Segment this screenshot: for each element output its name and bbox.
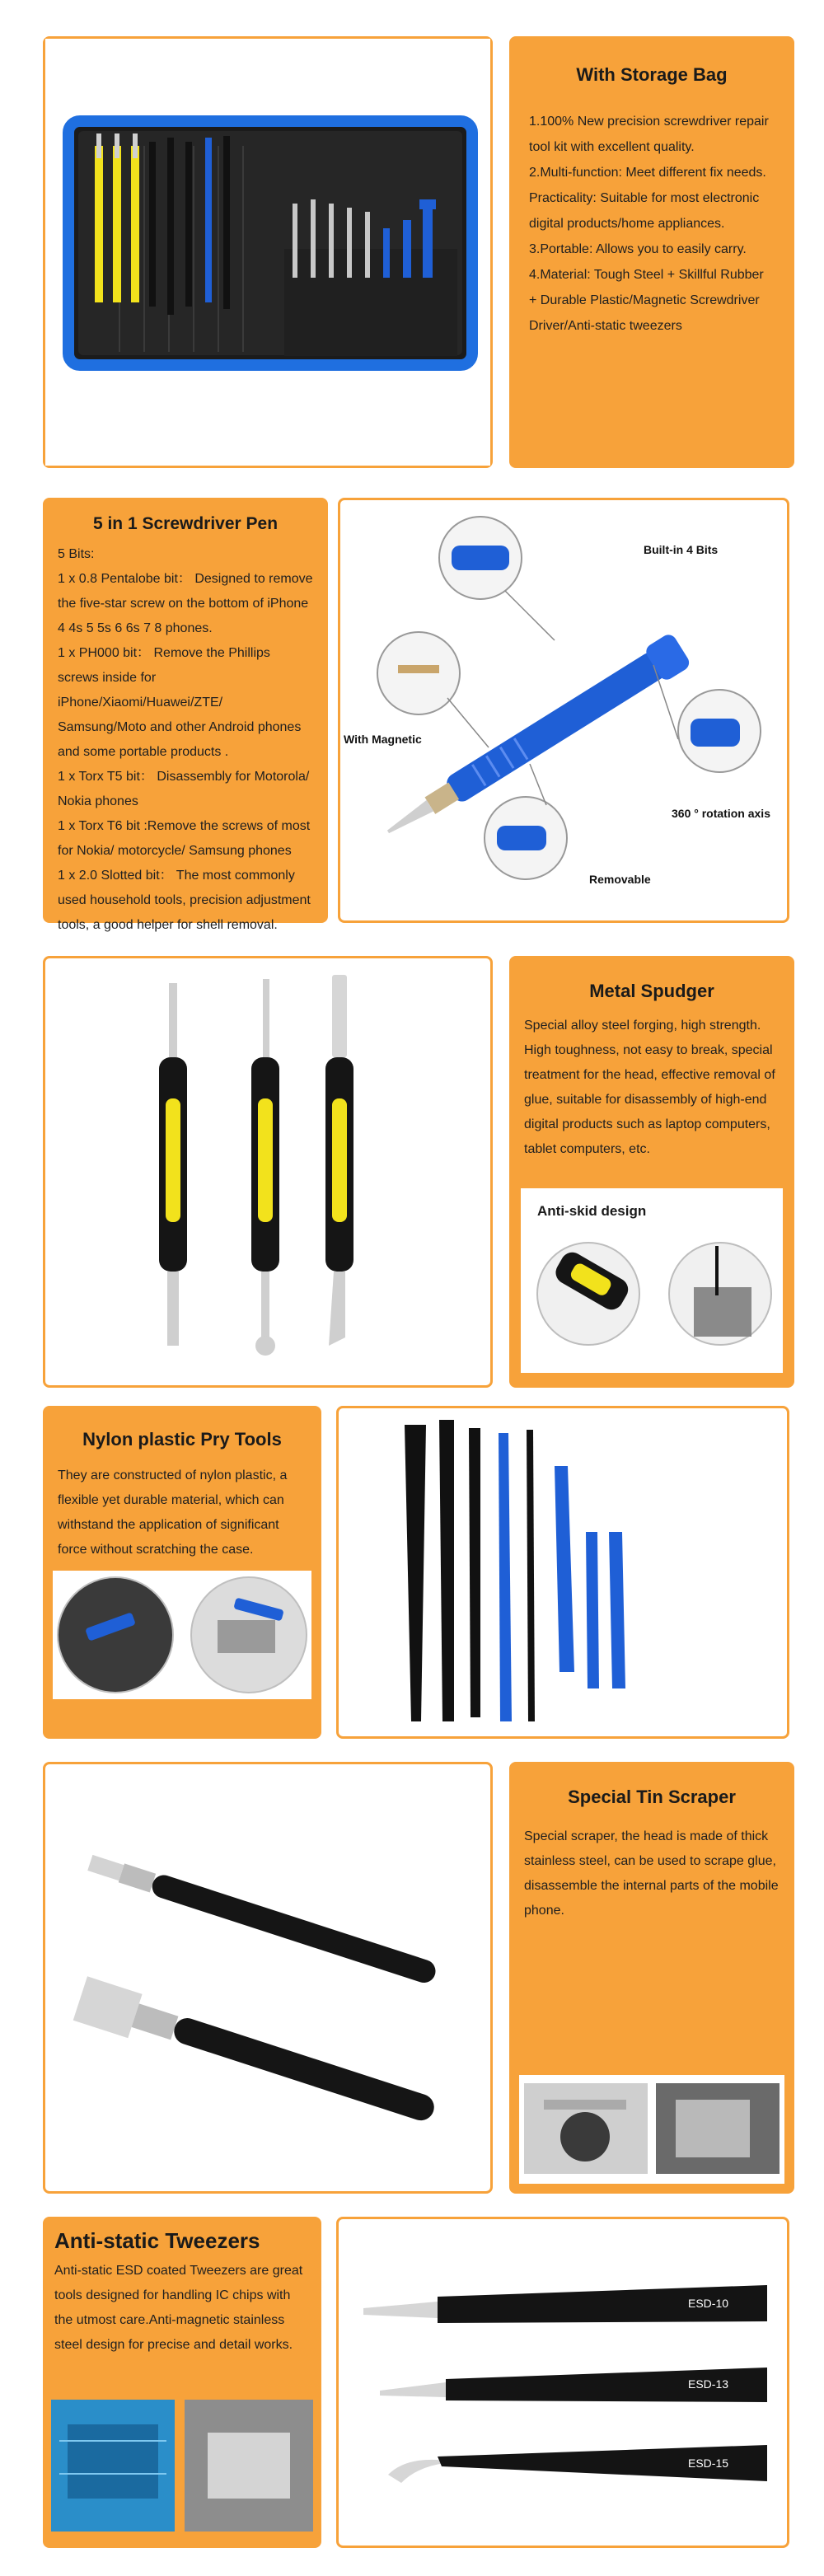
screwdriver-bit-list <box>58 542 313 938</box>
storage-bag-feature-list <box>529 109 775 339</box>
anti-skid-inset <box>521 1188 783 1373</box>
nylon-illustration <box>339 1408 787 1736</box>
tweezers-image-panel <box>336 2217 789 2548</box>
nylon-inset-illustration <box>53 1571 311 1699</box>
tweezers-inset <box>51 2400 313 2532</box>
nylon-image-panel <box>336 1406 789 1739</box>
bits-intro: 5 Bits: <box>58 547 95 561</box>
nylon-info-panel <box>43 1406 321 1739</box>
callout-rotation-label: 360 ° rotation axis <box>672 807 770 820</box>
tweezers-info-panel <box>43 2217 321 2548</box>
spudger-image-panel <box>43 956 493 1388</box>
storage-bag-illustration <box>45 39 490 466</box>
screwdriver-image-panel <box>338 498 789 923</box>
feature-item: 1.100% New precision screwdriver repair tool kit with excellent quality. <box>529 115 769 154</box>
feature-item: 4.Material: Tough Steel + Skillful Rubber + Durable Plastic/Magnetic Screwdriver Driver/Anti-static tweezers <box>529 268 764 333</box>
bit-item: 1 x 2.0 Slotted bit： The most commonly used household tools, precision adjustment tools, a good helper for shell removal. <box>58 869 311 932</box>
feature-item: 2.Multi-function: Meet different fix needs. Practicality: Suitable for most electronic digital products/home appliances. <box>529 166 766 231</box>
nylon-description: They are constructed of nylon plastic, a flexible yet durable material, which can withstand the application of significant force without scratching the case. <box>58 1468 288 1557</box>
scraper-illustration <box>45 1764 490 2191</box>
scraper-title: Special Tin Scraper <box>568 1787 736 1807</box>
tweezer-label: ESD-13 <box>688 2377 729 2391</box>
bit-item: 1 x 0.8 Pentalobe bit： Designed to remove the five-star screw on the bottom of iPhone 4 4s 5 5s 6 6s 7 8 phones. <box>58 572 313 635</box>
screwdriver-illustration <box>340 500 787 920</box>
callout-removable-label: Removable <box>589 873 651 886</box>
storage-bag-info-panel <box>509 36 794 468</box>
tweezer-label: ESD-15 <box>688 2457 729 2470</box>
anti-skid-illustration <box>521 1188 783 1373</box>
tweezers-description: Anti-static ESD coated Tweezers are great tools designed for handling IC chips with the utmost care.Anti-magnetic stainless steel design for precise and detail works. <box>54 2264 303 2352</box>
anti-skid-title: Anti-skid design <box>537 1203 647 1219</box>
scraper-image-panel <box>43 1762 493 2194</box>
feature-item: 3.Portable: Allows you to easily carry. <box>529 242 747 256</box>
spudger-description: Special alloy steel forging, high strength. High toughness, not easy to break, special treatment for the head, effective removal of glue, suitable for disassembly of high-end digital products such as laptop computers, tablet computers, etc. <box>524 1019 775 1156</box>
scraper-inset-illustration <box>519 2075 784 2184</box>
callout-magnetic-label: With Magnetic <box>344 733 422 746</box>
tweezers-title: Anti-static Tweezers <box>54 2228 260 2253</box>
storage-bag-image-panel <box>43 36 493 468</box>
scraper-info-panel <box>509 1762 794 2194</box>
storage-bag-title: With Storage Bag <box>576 64 728 85</box>
bit-item: 1 x PH000 bit： Remove the Phillips screws inside for iPhone/Xiaomi/Huawei/ZTE/ Samsung/Moto and other Android phones and some portable products . <box>58 646 302 759</box>
spudger-info-panel <box>509 956 794 1388</box>
scraper-inset <box>519 2075 784 2184</box>
scraper-description: Special scraper, the head is made of thick stainless steel, can be used to scrape glue, disassemble the internal parts of the mobile phone. <box>524 1829 779 1918</box>
nylon-inset <box>53 1571 311 1699</box>
bit-item: 1 x Torx T6 bit :Remove the screws of most for Nokia/ motorcycle/ Samsung phones <box>58 819 311 858</box>
spudger-title: Metal Spudger <box>589 981 714 1001</box>
spudger-illustration <box>45 958 490 1385</box>
screwdriver-info-panel <box>43 498 328 932</box>
screwdriver-title: 5 in 1 Screwdriver Pen <box>92 514 279 533</box>
callout-builtin-label: Built-in 4 Bits <box>644 543 719 556</box>
nylon-title: Nylon plastic Pry Tools <box>82 1429 282 1450</box>
tweezers-inset-illustration <box>51 2400 313 2532</box>
bit-item: 1 x Torx T5 bit： Disassembly for Motorola/ Nokia phones <box>58 770 310 808</box>
tweezer-label: ESD-10 <box>688 2297 729 2310</box>
